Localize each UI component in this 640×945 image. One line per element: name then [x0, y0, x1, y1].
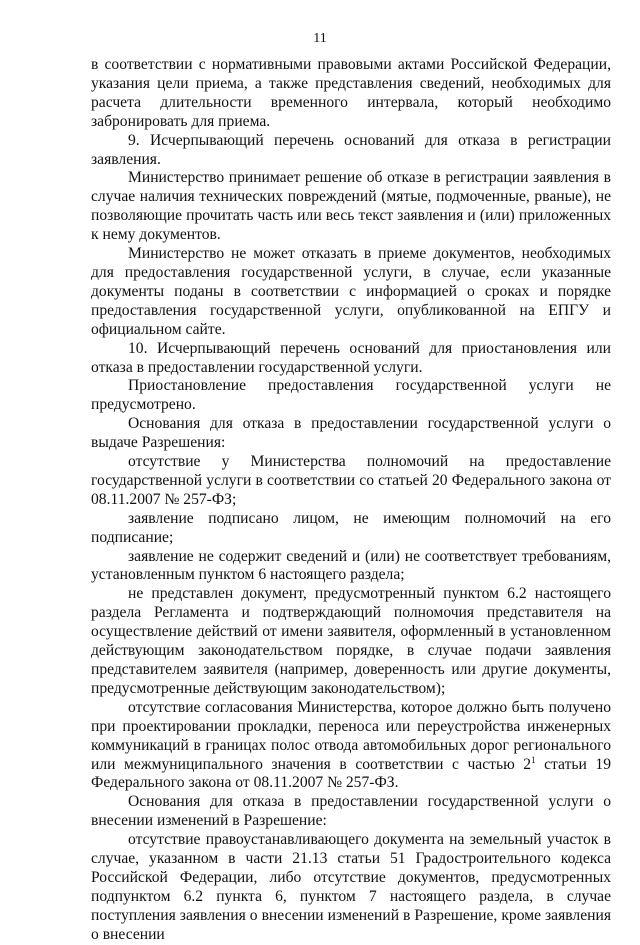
superscript-note: 1: [531, 754, 536, 765]
paragraph-grounds-changes: Основания для отказа в предоставлении государственной услуги о внесении изменений в Разрешение:: [91, 793, 611, 830]
paragraph-item-10-heading: 10. Исчерпывающий перечень оснований для приостановления или отказа в предоставлении государственной услуги.: [91, 339, 611, 376]
paragraph-ground-approval-tail: статьи 19 Федерального закона от 08.11.2007 № 257-ФЗ.: [91, 755, 611, 792]
paragraph-ground-requirements: заявление не содержит сведений и (или) не соответствует требованиям, установленным пунктом 6 настоящего раздела;: [91, 547, 611, 584]
paragraph-ground-approval-text: отсутствие согласования Министерства, которое должно быть получено при проектировании прокладки, переноса или переустройства инженерных коммуникаций в границах полос отвода автомобильных дорог регионального или межмуниципального значения в соответствии с частью 2: [91, 698, 611, 773]
paragraph-ground-representative: не представлен документ, предусмотренный пунктом 6.2 настоящего раздела Регламента и подтверждающий полномочия представителя на осуществление действий от имени заявителя, оформленный в установленном действующим законодательством порядке, в случае подачи заявления представителем заявителя (например, доверенность или другие документы, предусмотренные действующим законодательством);: [91, 585, 611, 697]
page-number: 11: [313, 31, 327, 46]
paragraph-ground-signature: заявление подписано лицом, не имеющим полномочий на его подписание;: [91, 509, 611, 546]
paragraph-ground-approval: [91, 699, 611, 794]
paragraph-ground-land-documents: отсутствие правоустанавливающего документа на земельный участок в случае, указанном в части 21.13 статьи 51 Градостроительного кодекса Российской Федерации, либо отсутствие документов, предусмотренных подпунктом 6.2 пункта 6, пунктом 7 настоящего раздела, в случае поступления заявления о внесении изменений в Разрешение, кроме заявления о внесении: [91, 831, 611, 943]
paragraph-suspension: Приостановление предоставления государственной услуги не предусмотрено.: [91, 377, 611, 414]
paragraph-item-9-heading: 9. Исчерпывающий перечень оснований для отказа в регистрации заявления.: [91, 131, 611, 168]
paragraph-no-refusal: Министерство не может отказать в приеме документов, необходимых для предоставления государственной услуги, в случае, если указанные документы поданы в соответствии с информацией о сроках и порядке предоставления государственной услуги, опубликованной на ЕПГУ и официальном сайте.: [91, 245, 611, 338]
document-body: [91, 56, 611, 945]
paragraph-grounds-issue: Основания для отказа в предоставлении государственной услуги о выдаче Разрешения:: [91, 415, 611, 452]
paragraph-continuation: в соответствии с нормативными правовыми актами Российской Федерации, указания цели приема, а также представления сведений, необходимых для расчета длительности временного интервала, который необходимо забронировать для приема.: [91, 56, 611, 130]
paragraph-registration-refusal: Министерство принимает решение об отказе в регистрации заявления в случае наличия технических повреждений (мятые, подмоченные, рваные), не позволяющие прочитать часть или весь текст заявления и (или) приложенных к нему документов.: [91, 169, 611, 244]
paragraph-ground-no-authority: отсутствие у Министерства полномочий на предоставление государственной услуги в соответствии со статьей 20 Федерального закона от 08.11.2007 № 257-ФЗ;: [91, 453, 611, 508]
